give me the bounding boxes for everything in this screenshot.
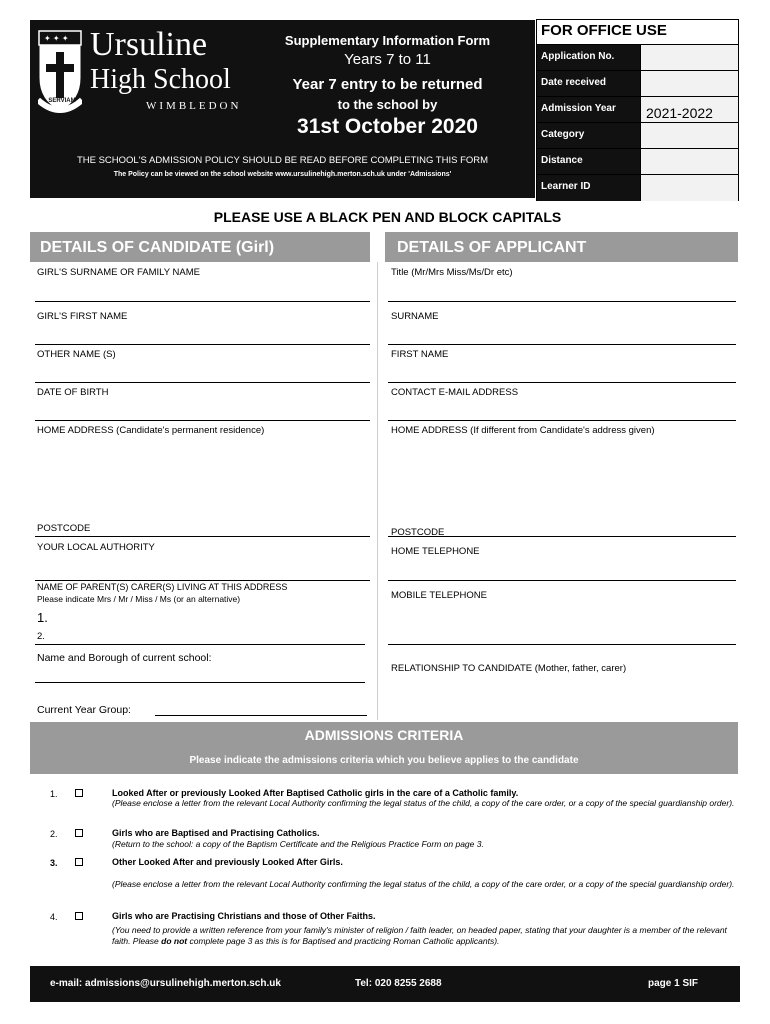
home-telephone-label: HOME TELEPHONE: [391, 546, 480, 557]
candidate-surname-label: GIRL'S SURNAME OR FAMILY NAME: [37, 267, 200, 278]
office-row-label: Date received: [537, 71, 640, 97]
applicant-postcode-label: POSTCODE: [391, 527, 445, 538]
criterion-4-note: [112, 925, 737, 947]
office-row-value[interactable]: [640, 71, 738, 97]
column-divider: [377, 262, 378, 720]
criterion-3-checkbox[interactable]: [75, 858, 83, 866]
year-group-field[interactable]: [155, 715, 367, 716]
year-group-label: Current Year Group:: [37, 704, 131, 716]
office-row-label: Admission Year: [537, 97, 640, 123]
office-use-title: FOR OFFICE USE: [541, 22, 667, 39]
parent-2-field[interactable]: [35, 644, 365, 645]
office-row-value[interactable]: 2021-2022: [640, 97, 738, 123]
form-years: Years 7 to 11: [344, 51, 431, 68]
office-use-table: [536, 19, 739, 201]
criterion-4-note-bold: do not: [161, 936, 188, 946]
instruction-heading: PLEASE USE A BLACK PEN AND BLOCK CAPITALS: [213, 209, 562, 225]
entry-line-2: to the school by: [337, 97, 438, 112]
applicant-first-name-field[interactable]: [388, 382, 736, 383]
office-row-value[interactable]: [640, 45, 738, 71]
entry-line: Year 7 entry to be returned: [292, 76, 483, 93]
criterion-number: 2.: [50, 829, 58, 839]
footer-email: e-mail: admissions@ursulinehigh.merton.sch.uk: [50, 978, 281, 989]
candidate-authority-label: YOUR LOCAL AUTHORITY: [37, 542, 155, 553]
criterion-4-checkbox[interactable]: [75, 912, 83, 920]
office-row: [537, 96, 738, 123]
criterion-number: 1.: [50, 789, 58, 799]
criterion-4-title: Girls who are Practising Christians and those of Other Faiths.: [112, 911, 376, 921]
school-header: [30, 20, 535, 198]
applicant-section-heading: DETAILS OF APPLICANT: [385, 232, 738, 262]
applicant-email-label: CONTACT E-MAIL ADDRESS: [391, 387, 519, 398]
applicant-title-field[interactable]: [388, 301, 736, 302]
criterion-1-note: (Please enclose a letter from the relevant Local Authority confirming the legal status of the child, a copy of the care order, or a copy of the special guardianship order).: [112, 798, 735, 808]
current-school-field[interactable]: [35, 682, 365, 683]
school-name-line3: WIMBLEDON: [146, 100, 242, 112]
candidate-dob-label: DATE OF BIRTH: [37, 387, 109, 398]
criteria-section-header: [30, 722, 738, 774]
office-row-label: Category: [537, 123, 640, 149]
candidate-surname-field[interactable]: [35, 301, 370, 302]
candidate-address-label: HOME ADDRESS (Candidate's permanent residence): [37, 425, 265, 436]
candidate-dob-field[interactable]: [35, 420, 370, 421]
school-name-line1: Ursuline: [90, 26, 208, 63]
criterion-number: 3.: [50, 858, 58, 868]
candidate-section-heading: DETAILS OF CANDIDATE (Girl): [30, 232, 370, 262]
office-row: [537, 44, 738, 71]
candidate-postcode-label: POSTCODE: [37, 523, 91, 534]
criterion-2-note: (Return to the school: a copy of the Baptism Certificate and the Religious Practice Form on page 3.: [112, 839, 484, 849]
office-row-value[interactable]: [640, 175, 738, 201]
office-row: [537, 122, 738, 149]
policy-website: The Policy can be viewed on the school website www.ursulinehigh.merton.sch.uk under 'Admissions': [113, 171, 452, 178]
office-row-label: Learner ID: [537, 175, 640, 201]
criteria-heading: ADMISSIONS CRITERIA: [304, 727, 464, 743]
candidate-first-name-field[interactable]: [35, 344, 370, 345]
office-row-label: Application No.: [537, 45, 640, 71]
candidate-other-name-label: OTHER NAME (S): [37, 349, 116, 360]
footer-telephone: Tel: 020 8255 2688: [355, 978, 442, 989]
criterion-2-checkbox[interactable]: [75, 829, 83, 837]
candidate-first-name-label: GIRL'S FIRST NAME: [37, 311, 128, 322]
page-footer: [30, 966, 740, 1002]
svg-text:✦ ✦ ✦: ✦ ✦ ✦: [44, 34, 69, 43]
criteria-subheading: Please indicate the admissions criteria which you believe applies to the candidate: [189, 755, 579, 766]
criterion-2-title: Girls who are Baptised and Practising Catholics.: [112, 828, 320, 838]
policy-notice: THE SCHOOL'S ADMISSION POLICY SHOULD BE READ BEFORE COMPLETING THIS FORM: [76, 155, 489, 166]
office-row: [537, 148, 738, 175]
office-row-value[interactable]: [640, 149, 738, 175]
deadline: 31st October 2020: [297, 115, 478, 138]
office-row-value[interactable]: [640, 123, 738, 149]
mobile-telephone-field[interactable]: [388, 644, 736, 645]
criterion-3-note: (Please enclose a letter from the relevant Local Authority confirming the legal status of the child, a copy of the care order, or a copy of the special guardianship order).: [112, 879, 735, 889]
current-school-label: Name and Borough of current school:: [37, 652, 212, 664]
applicant-postcode-field[interactable]: [388, 536, 736, 537]
office-row: [537, 174, 738, 201]
mobile-telephone-label: MOBILE TELEPHONE: [391, 590, 487, 601]
candidate-other-name-field[interactable]: [35, 382, 370, 383]
office-row: [537, 70, 738, 97]
parents-hint: Please indicate Mrs / Mr / Miss / Ms (or an alternative): [37, 594, 241, 604]
parent-1-label: 1.: [37, 610, 48, 625]
candidate-postcode-field[interactable]: [35, 536, 370, 537]
criterion-1-title: Looked After or previously Looked After Baptised Catholic girls in the care of a Catholic family.: [112, 788, 519, 798]
applicant-title-label: Title (Mr/Mrs Miss/Ms/Dr etc): [391, 267, 513, 278]
form-title: Supplementary Information Form: [284, 33, 491, 48]
applicant-first-name-label: FIRST NAME: [391, 349, 449, 360]
criterion-4-note-b: complete page 3 as this is for Baptised and practicing Roman Catholic applicants).: [187, 936, 500, 946]
crest-motto: SERVIAM: [48, 98, 76, 104]
relationship-label: RELATIONSHIP TO CANDIDATE (Mother, father, carer): [391, 663, 627, 674]
criterion-4-note-a: (You need to provide a written reference from your family's minister of religion / faith leader, on headed paper, stating that your daughter is a member of the relevant faith. Please: [112, 925, 727, 946]
office-row-label: Distance: [537, 149, 640, 175]
home-telephone-field[interactable]: [388, 580, 736, 581]
candidate-authority-field[interactable]: [35, 580, 370, 581]
school-crest-icon: [38, 30, 82, 118]
applicant-surname-field[interactable]: [388, 344, 736, 345]
parents-label: NAME OF PARENT(S) CARER(S) LIVING AT THIS ADDRESS: [37, 582, 288, 592]
school-name-line2: High School: [90, 64, 231, 95]
criterion-number: 4.: [50, 912, 58, 922]
criterion-3-title: Other Looked After and previously Looked After Girls.: [112, 857, 343, 867]
applicant-address-label: HOME ADDRESS (If different from Candidate's address given): [391, 425, 655, 436]
parent-2-label: 2.: [37, 631, 45, 642]
footer-page-number: page 1 SIF: [648, 978, 699, 989]
criterion-1-checkbox[interactable]: [75, 789, 83, 797]
applicant-email-field[interactable]: [388, 420, 736, 421]
applicant-surname-label: SURNAME: [391, 311, 439, 322]
